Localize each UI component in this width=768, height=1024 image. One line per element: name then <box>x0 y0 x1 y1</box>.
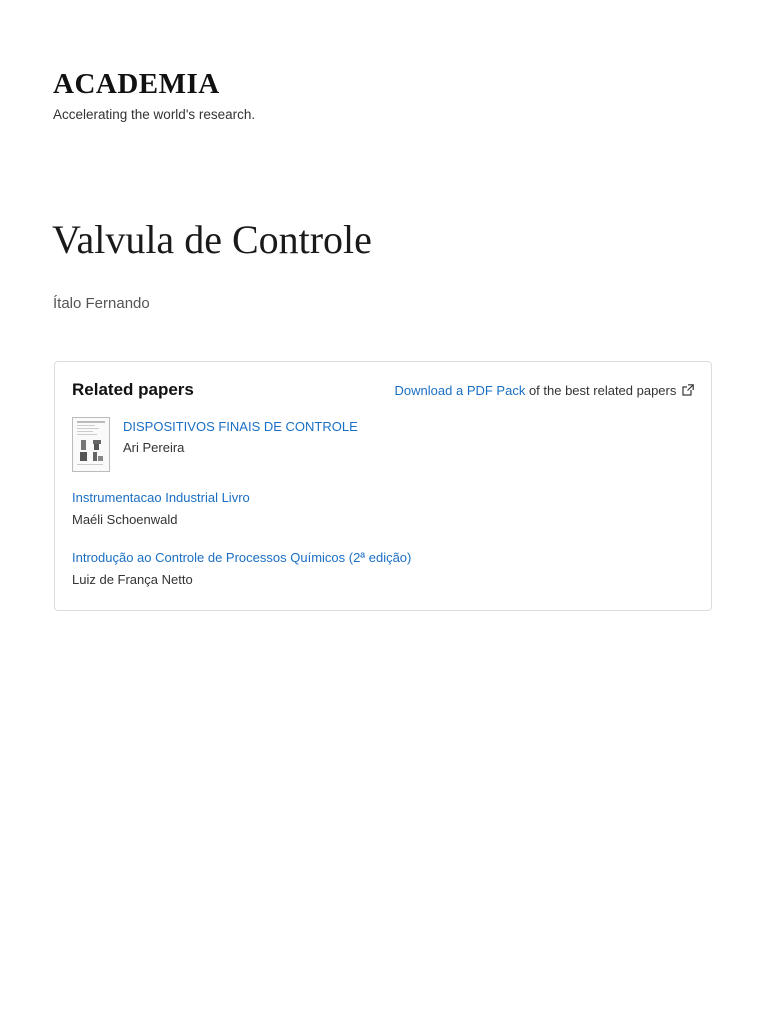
related-paper-link[interactable]: Introdução ao Controle de Processos Químicos (2ª edição) <box>72 550 412 565</box>
related-paper-author: Maéli Schoenwald <box>72 512 178 527</box>
download-pack-line <box>395 382 694 400</box>
document-title: Valvula de Controle <box>52 217 372 262</box>
download-pdf-pack-link[interactable]: Download a PDF Pack <box>394 383 526 398</box>
related-paper-link[interactable]: Instrumentacao Industrial Livro <box>72 490 250 505</box>
related-paper-author: Ari Pereira <box>123 440 185 455</box>
download-pack-suffix: of the best related papers <box>525 383 677 398</box>
tagline: Accelerating the world's research. <box>53 107 256 122</box>
related-papers-card <box>54 361 712 611</box>
document-author: Ítalo Fernando <box>53 295 150 312</box>
related-paper-author: Luiz de França Netto <box>72 572 193 587</box>
paper-thumbnail[interactable] <box>72 417 110 472</box>
related-papers-heading: Related papers <box>72 380 194 399</box>
academia-logo[interactable]: ACADEMIA <box>53 68 220 100</box>
related-paper-link[interactable]: DISPOSITIVOS FINAIS DE CONTROLE <box>123 419 358 434</box>
external-link-icon[interactable] <box>682 384 694 396</box>
